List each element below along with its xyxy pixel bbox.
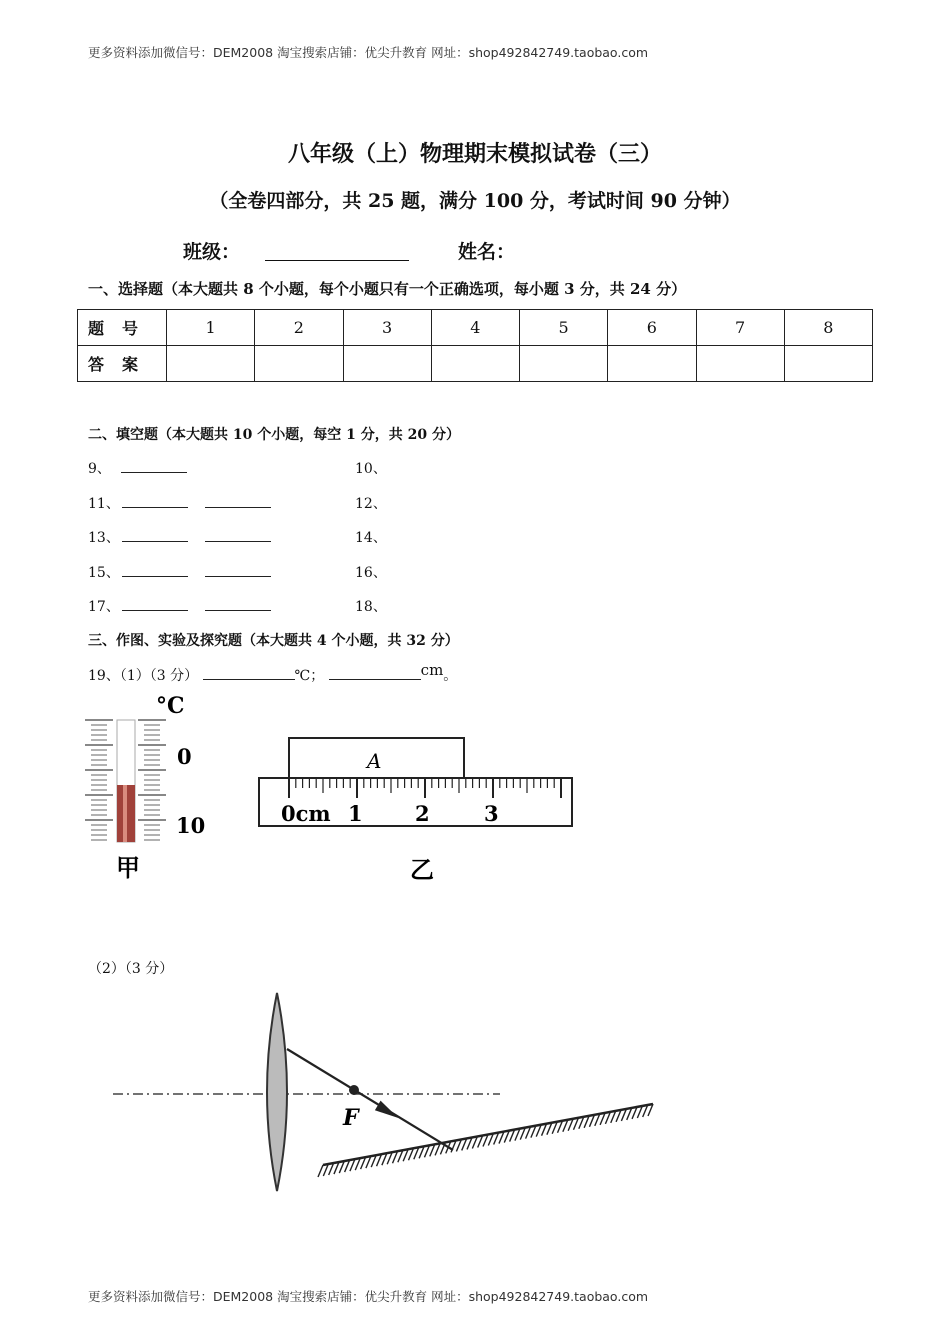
hatch-line [318, 1165, 323, 1177]
fill-item-16: 16、 [355, 565, 387, 581]
question-19-line: 19、（1）（3 分） ℃； cm。 [88, 661, 458, 684]
section2-heading: 二、填空题（本大题共 10 个小题，每空 1 分，共 20 分） [88, 427, 460, 443]
question-19-part2: （2）（3 分） [88, 961, 174, 977]
class-blank[interactable] [265, 260, 409, 261]
thermometer-tick-0: 0 [177, 744, 192, 769]
answer-cell[interactable] [520, 346, 608, 382]
answer-cell[interactable] [255, 346, 343, 382]
thermometer-figure [80, 690, 220, 885]
answer-blank[interactable] [205, 598, 271, 611]
question-number: 4 [431, 310, 519, 346]
answer-table [77, 309, 873, 382]
fill-item-17: 17、 [88, 596, 271, 616]
fill-item-18: 18、 [355, 599, 387, 615]
block-a-label: A [367, 749, 382, 773]
answer-cell[interactable] [784, 346, 872, 382]
answer-blank[interactable] [205, 564, 271, 577]
ruler-figure [250, 730, 580, 890]
page-header: 更多资料添加微信号：DEM2008 淘宝搜索店铺：优尖升教育 网址：shop492842749.taobao.com [88, 45, 649, 60]
row-label-answer: 答案 [78, 346, 167, 382]
ruler-label-0cm: 0cm [281, 801, 331, 826]
answer-blank[interactable] [205, 529, 271, 542]
thermometer-tick-10: 10 [176, 813, 206, 838]
question-number: 8 [784, 310, 872, 346]
refracted-ray [287, 1049, 453, 1150]
answer-blank[interactable] [122, 495, 188, 508]
mercury-highlight [123, 785, 127, 842]
thermometer-unit: °C [156, 693, 185, 719]
fill-item-11: 11、 [88, 493, 271, 513]
answer-blank[interactable] [205, 495, 271, 508]
fill-item-12: 12、 [355, 496, 387, 512]
table-row [78, 346, 873, 382]
fill-item-15: 15、 [88, 562, 271, 582]
figure-caption-jia: 甲 [116, 853, 140, 882]
length-blank[interactable] [329, 667, 421, 680]
question-number: 7 [696, 310, 784, 346]
name-label: 姓名： [458, 241, 516, 263]
section3-heading: 三、作图、实验及探究题（本大题共 4 个小题，共 32 分） [88, 633, 459, 649]
answer-cell[interactable] [167, 346, 255, 382]
fill-item-13: 13、 [88, 527, 271, 547]
answer-cell[interactable] [696, 346, 784, 382]
answer-blank[interactable] [122, 564, 188, 577]
question-number: 6 [608, 310, 696, 346]
answer-blank[interactable] [122, 598, 188, 611]
ruler-label-3: 3 [484, 801, 499, 826]
class-label: 班级： [183, 241, 241, 263]
temperature-blank[interactable] [203, 667, 295, 680]
answer-cell[interactable] [431, 346, 519, 382]
exam-subtitle: （全卷四部分，共 25 题，满分 100 分，考试时间 90 分钟） [209, 190, 741, 212]
ruler-label-1: 1 [348, 801, 363, 826]
question-number: 2 [255, 310, 343, 346]
focus-point [349, 1085, 359, 1095]
focus-label: F [343, 1105, 359, 1131]
answer-cell[interactable] [343, 346, 431, 382]
table-row [78, 310, 873, 346]
lens-figure [105, 985, 665, 1200]
convex-lens [267, 993, 287, 1191]
question-number: 3 [343, 310, 431, 346]
answer-cell[interactable] [608, 346, 696, 382]
mirror-hatching [318, 1104, 653, 1177]
exam-title: 八年级（上）物理期末模拟试卷（三） [287, 141, 662, 167]
question-number: 5 [520, 310, 608, 346]
answer-blank[interactable] [122, 529, 188, 542]
section1-heading: 一、选择题（本大题共 8 个小题，每个小题只有一个正确选项，每小题 3 分，共 24 分） [88, 280, 687, 298]
row-label-question: 题号 [78, 310, 167, 346]
question-number: 1 [167, 310, 255, 346]
answer-blank[interactable] [121, 460, 187, 473]
fill-item-14: 14、 [355, 530, 387, 546]
ruler-label-2: 2 [415, 801, 430, 826]
fill-item-10: 10、 [355, 461, 387, 477]
figure-caption-yi: 乙 [410, 855, 434, 884]
fill-item-9: 9、 [88, 458, 187, 478]
page-footer: 更多资料添加微信号：DEM2008 淘宝搜索店铺：优尖升教育 网址：shop492842749.taobao.com [88, 1289, 649, 1304]
